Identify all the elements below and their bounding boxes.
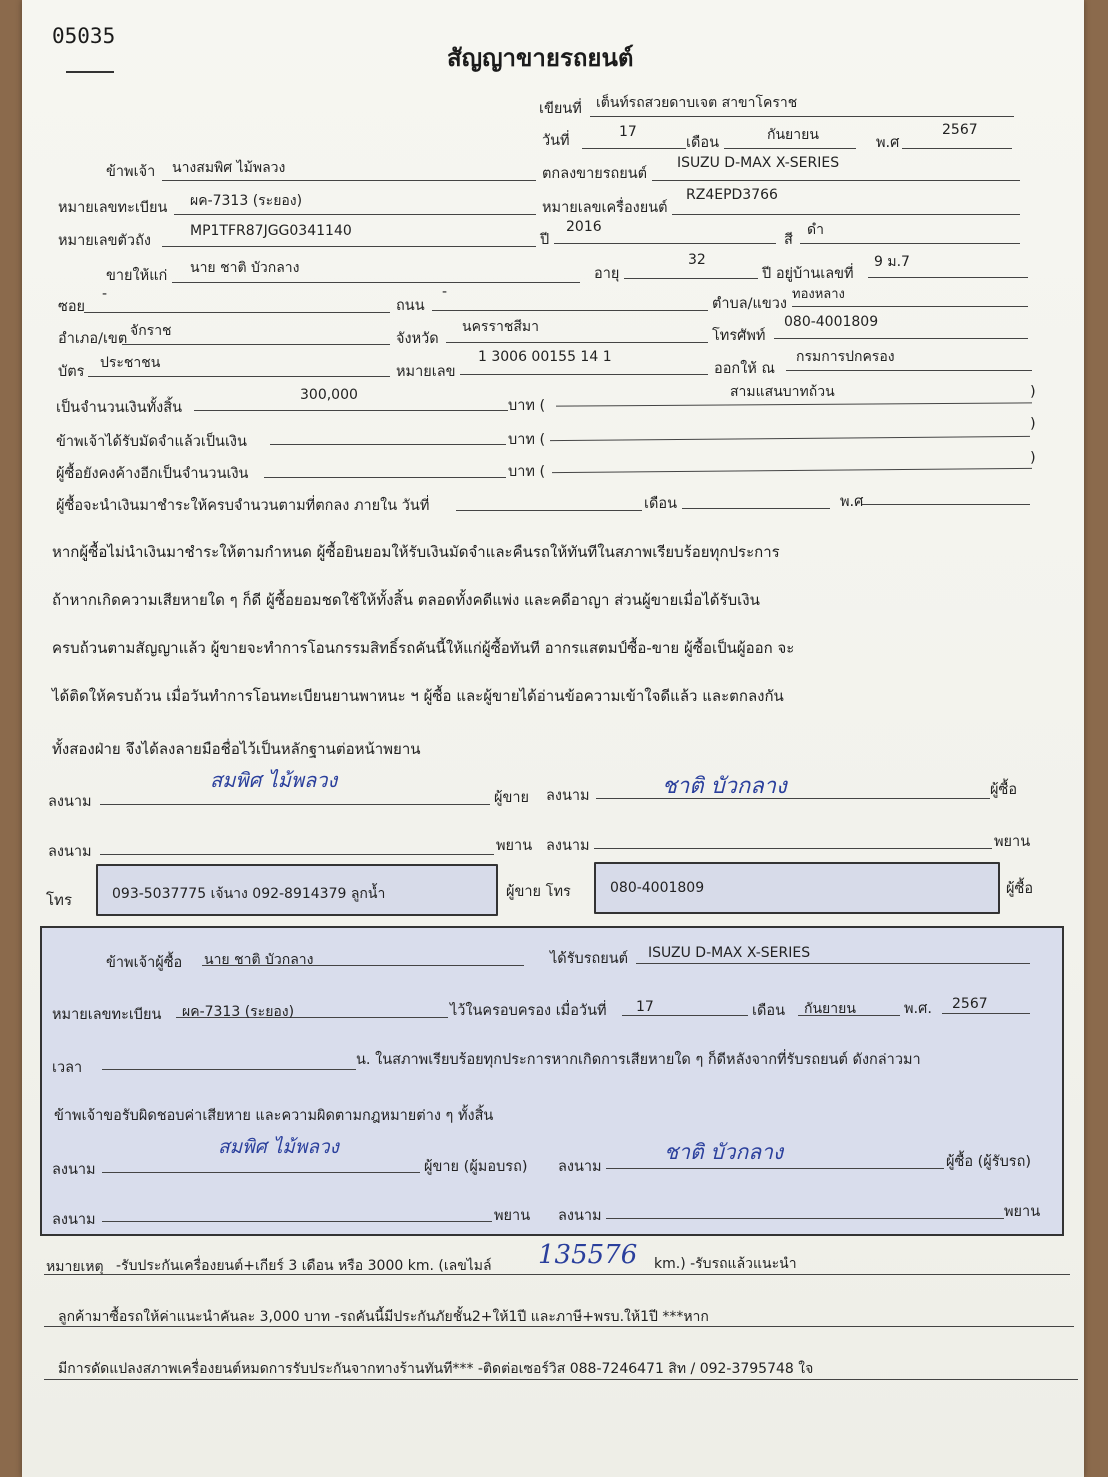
- notes-line2-rule: [44, 1326, 1074, 1327]
- date-year: 2567: [942, 122, 978, 138]
- date-day: 17: [619, 124, 637, 140]
- document-number: 05035: [52, 24, 116, 48]
- witness1-sign-line: [100, 854, 494, 855]
- receipt-liability-text: ข้าพเจ้าขอรับผิดชอบค่าเสียหาย และความผิดตามกฎหมายต่าง ๆ ทั้งสิ้น: [54, 1108, 494, 1124]
- chassis-label: หมายเลขตัวถัง: [58, 233, 151, 249]
- remaining-line: [264, 477, 506, 478]
- age-label: อายุ: [594, 266, 620, 282]
- date-year-label: พ.ศ: [876, 135, 900, 151]
- card-number-label: หมายเลข: [396, 364, 456, 380]
- car-model-line: [652, 180, 1020, 181]
- receipt-time-line: [102, 1069, 356, 1070]
- notes-label: หมายเหตุ: [46, 1259, 104, 1275]
- notes-line1-rule: [44, 1274, 1070, 1275]
- address-label: ปี อยู่บ้านเลขที่: [762, 266, 854, 282]
- notes-line1-b: km.) -รับรถแล้วแนะนำ: [654, 1256, 797, 1272]
- receipt-buyer-name: นาย ชาติ บัวกลาง: [204, 952, 314, 968]
- buyer-name-line: [172, 282, 580, 283]
- receipt-day: 17: [636, 999, 654, 1015]
- receipt-time-label: เวลา: [52, 1060, 83, 1076]
- receipt-day-line: [622, 1015, 748, 1016]
- receipt-car-line: [636, 963, 1030, 964]
- province-label: จังหวัด: [396, 331, 439, 347]
- deposit-label: ข้าพเจ้าได้รับมัดจำแล้วเป็นเงิน: [56, 434, 247, 450]
- total-line: [194, 410, 508, 411]
- seller-sign-line: [100, 804, 490, 805]
- subdistrict-line: [792, 306, 1028, 307]
- soi-value: -: [102, 286, 108, 302]
- phone-row-label: โทร: [46, 891, 73, 909]
- written-at-value: เต็นท์รถสวยดาบเจต สาขาโคราช: [596, 95, 798, 111]
- terms-line-5: ทั้งสองฝ่าย จึงได้ลงลายมือชื่อไว้เป็นหลักฐานต่อหน้าพยาน: [52, 740, 421, 758]
- buyer-phone-box: [594, 862, 1000, 914]
- receipt-condition-text: น. ในสภาพเรียบร้อยทุกประการหากเกิดการเสียหายใด ๆ ก็ดีหลังจากที่รับรถยนต์ ดังกล่าวมา: [356, 1052, 921, 1068]
- total-value: 300,000: [300, 387, 358, 403]
- card-label: บัตร: [58, 364, 85, 380]
- total-close-paren: ): [1030, 384, 1036, 400]
- doc-number-underline: [66, 71, 114, 73]
- issued-by-label: ออกให้ ณ: [714, 361, 775, 377]
- receipt-plate: ผค-7313 (ระยอง): [182, 1004, 295, 1020]
- issued-by-value: กรมการปกครอง: [796, 349, 895, 365]
- district-label: อำเภอ/เขต: [58, 331, 128, 347]
- receipt-month: กันยายน: [804, 1001, 856, 1017]
- terms-line-3: ครบถ้วนตามสัญญาแล้ว ผู้ขายจะทำการโอนกรรมสิทธิ์รถคันนี้ให้แก่ผู้ซื้อทันที อากรแสตมป์ซื้อ-ขาย ผู้ซื้อเป็นผู้ออก จะ: [52, 639, 795, 657]
- chassis-value: MP1TFR87JGG0341140: [190, 223, 352, 239]
- seller-name: นางสมพิศ ไม้พลวง: [172, 160, 286, 176]
- receipt-witness2-sign-label: ลงนาม: [558, 1208, 602, 1224]
- receipt-possession-label: ไว้ในครอบครอง เมื่อวันที่: [450, 1003, 607, 1019]
- age-value: 32: [688, 252, 706, 268]
- due-year-line: [862, 504, 1030, 505]
- receipt-buyer-label: ข้าพเจ้าผู้ซื้อ: [106, 955, 183, 971]
- terms-line-2: ถ้าหากเกิดความเสียหายใด ๆ ก็ดี ผู้ซื้อยอมชดใช้ให้ทั้งสิ้น ตลอดทั้งคดีแพ่ง และคดีอาญา ส่วนผู้ขายเมื่อได้รับเงิน: [52, 591, 760, 609]
- car-year-label: ปี: [540, 232, 550, 248]
- card-type-value: ประชาชน: [100, 355, 161, 371]
- deposit-words-line: [550, 436, 1030, 441]
- witness1-sign-label: ลงนาม: [48, 844, 92, 860]
- buyer-phone: 080-4001809: [610, 880, 705, 896]
- witness2-role-label: พยาน: [994, 834, 1031, 850]
- date-year-line: [902, 148, 1012, 149]
- card-number-line: [460, 374, 708, 375]
- notes-line1-a: -รับประกันเครื่องยนต์+เกียร์ 3 เดือน หรือ 3000 km. (เลขไมล์: [116, 1258, 492, 1274]
- buyer-sign-line: [596, 798, 990, 799]
- seller-phone-box: [96, 864, 498, 916]
- engine-value: RZ4EPD3766: [686, 187, 778, 203]
- color-label: สี: [784, 232, 793, 248]
- due-month-line: [682, 508, 830, 509]
- receipt-year: 2567: [952, 996, 988, 1012]
- written-at-label: เขียนที่: [539, 101, 582, 117]
- phone-value: 080-4001809: [784, 314, 879, 330]
- card-number-value: 1 3006 00155 14 1: [478, 349, 612, 365]
- buyer-phone-role: ผู้ซื้อ: [1006, 881, 1034, 897]
- receipt-witness1-role: พยาน: [494, 1208, 531, 1224]
- notes-line2: ลูกค้ามาซื้อรถให้ค่าแนะนำคันละ 3,000 บาท -รถคันนี้มีประกันภัยชั้น2+ให้1ปี และภาษี+พรบ.ให้1ปี ***หาก: [58, 1309, 709, 1325]
- buyer-sign-label: ลงนาม: [546, 788, 590, 804]
- date-month-label: เดือน: [686, 135, 719, 151]
- seller-name-line: [162, 180, 536, 181]
- total-label: เป็นจำนวนเงินทั้งสิ้น: [56, 400, 183, 416]
- buyer-role-label: ผู้ซื้อ: [990, 782, 1018, 798]
- seller-sign-label: ลงนาม: [48, 794, 92, 810]
- seller-phone-role: ผู้ขาย โทร: [506, 884, 571, 900]
- seller-label: ข้าพเจ้า: [106, 164, 156, 180]
- date-month-line: [724, 148, 856, 149]
- receipt-received-label: ได้รับรถยนต์: [550, 951, 629, 967]
- plate-line: [174, 214, 536, 215]
- road-value: -: [442, 284, 448, 300]
- terms-line-4: ได้ติดให้ครบถ้วน เมื่อวันทำการโอนทะเบียนยานพาหนะ ฯ ผู้ซื้อ และผู้ขายได้อ่านข้อความเข้าใจดีแล้ว และตกลงกัน: [52, 687, 784, 705]
- phone-label: โทรศัพท์: [712, 328, 766, 344]
- agree-sell-label: ตกลงขายรถยนต์: [542, 166, 648, 182]
- card-type-line: [88, 376, 390, 377]
- receipt-witness1-line: [102, 1221, 492, 1222]
- seller-phones: 093-5037775 เจ้นาง 092-8914379 ลูกน้ำ: [112, 886, 386, 902]
- car-year-value: 2016: [566, 219, 602, 235]
- due-month-label: เดือน: [644, 496, 677, 512]
- witness1-role-label: พยาน: [496, 838, 533, 854]
- soi-line: [84, 312, 390, 313]
- plate-label: หมายเลขทะเบียน: [58, 200, 168, 216]
- witness2-sign-line: [594, 848, 992, 849]
- issued-by-line: [786, 370, 1032, 371]
- subdistrict-label: ตำบล/แขวง: [712, 296, 788, 312]
- receipt-car-model: ISUZU D-MAX X-SERIES: [648, 945, 811, 961]
- car-year-line: [554, 243, 776, 244]
- remaining-close-paren: ): [1030, 450, 1036, 466]
- notes-line3-rule: [44, 1379, 1078, 1380]
- receipt-year-line: [942, 1013, 1030, 1014]
- remaining-baht-label: บาท (: [508, 464, 546, 480]
- deposit-line: [270, 444, 506, 445]
- receipt-year-label: พ.ศ.: [904, 1001, 932, 1017]
- receipt-witness2-role: พยาน: [1004, 1204, 1041, 1220]
- remaining-words-line: [552, 468, 1032, 473]
- district-line: [122, 344, 390, 345]
- due-year-label: พ.ศ: [840, 494, 864, 510]
- witness2-sign-label: ลงนาม: [546, 838, 590, 854]
- vehicle-receipt-section: [40, 926, 1064, 1236]
- soi-label: ซอย: [58, 299, 86, 315]
- contract-paper: [22, 0, 1084, 1477]
- phone-line: [774, 338, 1028, 339]
- deposit-baht-label: บาท (: [508, 432, 546, 448]
- date-month: กันยายน: [767, 127, 819, 143]
- subdistrict-value: ทองหลาง: [792, 287, 845, 302]
- receipt-seller-role: ผู้ขาย (ผู้มอบรถ): [424, 1159, 528, 1175]
- car-model: ISUZU D-MAX X-SERIES: [677, 155, 840, 171]
- engine-label: หมายเลขเครื่องยนต์: [542, 200, 668, 216]
- deposit-close-paren: ): [1030, 416, 1036, 432]
- color-line: [800, 243, 1020, 244]
- receipt-month-label: เดือน: [752, 1003, 785, 1019]
- chassis-line: [162, 246, 536, 247]
- written-at-line: [590, 116, 1014, 117]
- road-label: ถนน: [396, 298, 425, 314]
- due-day-line: [456, 510, 642, 511]
- total-baht-label: บาท (: [508, 398, 546, 414]
- house-no-line: [868, 277, 1028, 278]
- house-no-value: 9 ม.7: [874, 254, 910, 270]
- receipt-seller-sign-label: ลงนาม: [52, 1162, 96, 1178]
- engine-line: [672, 214, 1020, 215]
- province-value: นครราชสีมา: [462, 319, 539, 335]
- date-label: วันที่: [542, 133, 570, 149]
- buyer-name: นาย ชาติ บัวกลาง: [190, 260, 300, 276]
- receipt-buyer-role: ผู้ซื้อ (ผู้รับรถ): [946, 1154, 1032, 1170]
- road-line: [432, 310, 708, 311]
- receipt-buyer-sign-label: ลงนาม: [558, 1159, 602, 1175]
- sell-to-label: ขายให้แก่: [106, 268, 168, 284]
- notes-mileage: 135576: [538, 1240, 638, 1270]
- color-value: ดำ: [807, 222, 824, 238]
- buyer-signature: ชาติ บัวกลาง: [662, 774, 787, 799]
- notes-line3: มีการดัดแปลงสภาพเครื่องยนต์หมดการรับประกันจากทางร้านทันที*** -ติดต่อเซอร์วิส 088-7246471 สิท / 092-3795748 ใจ: [58, 1361, 814, 1377]
- receipt-witness2-line: [606, 1218, 1004, 1219]
- total-words-value: สามแสนบาทถ้วน: [730, 384, 835, 400]
- receipt-seller-signature: สมพิศ ไม้พลวง: [218, 1136, 339, 1158]
- receipt-buyer-signature: ชาติ บัวกลาง: [664, 1140, 784, 1164]
- plate-value: ผค-7313 (ระยอง): [190, 193, 303, 209]
- page-title: สัญญาขายรถยนต์: [447, 44, 634, 72]
- receipt-plate-label: หมายเลขทะเบียน: [52, 1007, 162, 1023]
- age-line: [624, 278, 758, 279]
- province-line: [446, 342, 708, 343]
- terms-line-1: หากผู้ซื้อไม่นำเงินมาชำระให้ตามกำหนด ผู้ซื้อยินยอมให้รับเงินมัดจำและคืนรถให้ทันทีในสภาพเรียบร้อยทุกประการ: [52, 543, 780, 561]
- seller-role-label: ผู้ขาย: [494, 790, 530, 806]
- seller-signature: สมพิศ ไม้พลวง: [210, 768, 338, 792]
- due-date-label: ผู้ซื้อจะนำเงินมาชำระให้ครบจำนวนตามที่ตกลง ภายใน วันที่: [56, 498, 430, 514]
- district-value: จักราช: [130, 323, 172, 339]
- date-day-line: [582, 148, 686, 149]
- remaining-label: ผู้ซื้อยังคงค้างอีกเป็นจำนวนเงิน: [56, 466, 249, 482]
- receipt-witness1-sign-label: ลงนาม: [52, 1212, 96, 1228]
- receipt-seller-sign-line: [102, 1172, 420, 1173]
